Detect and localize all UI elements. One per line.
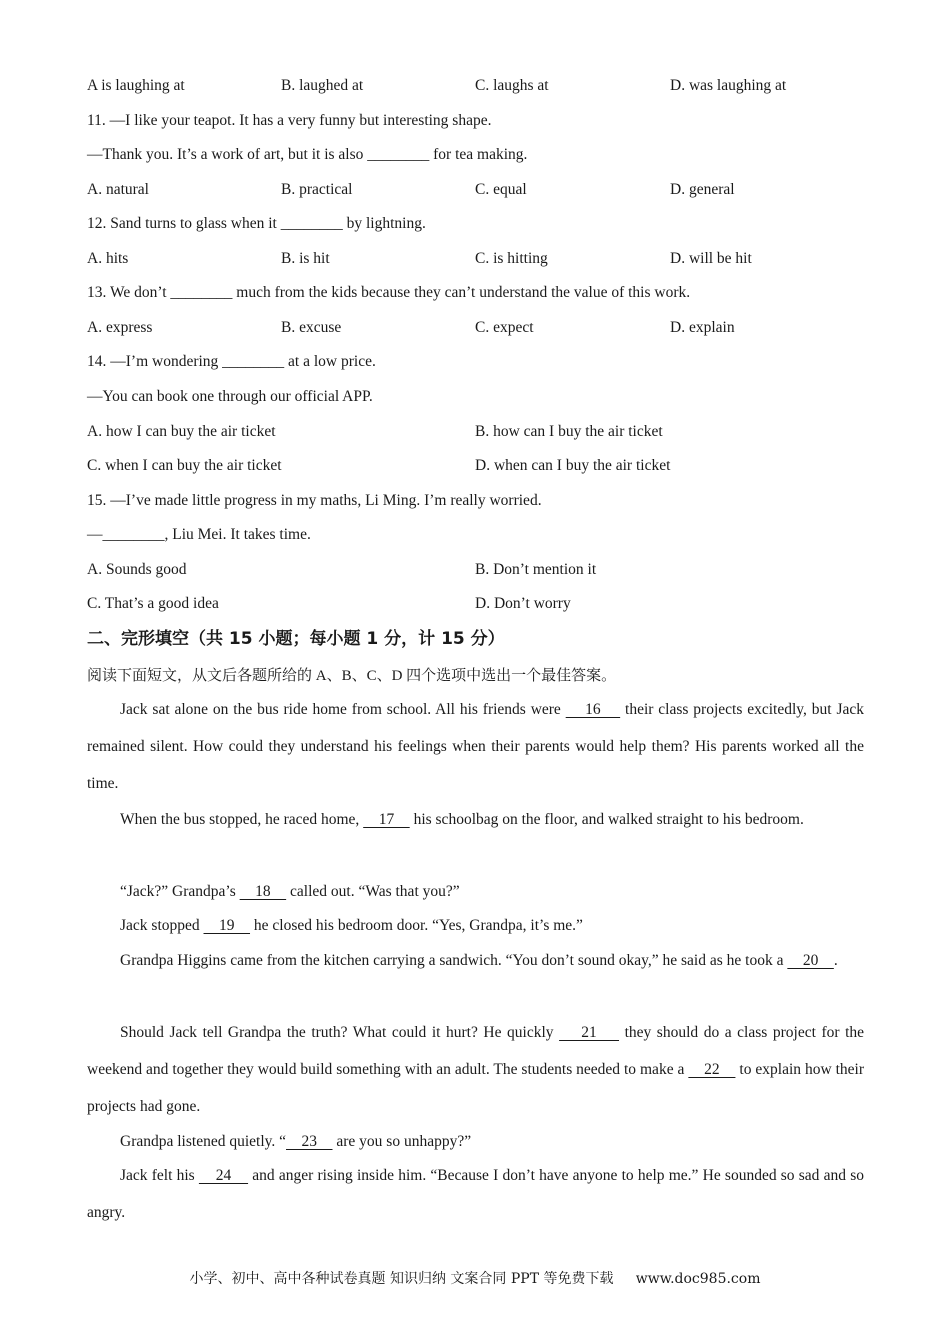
blank-24: 24 (198, 1167, 249, 1184)
blank-23: 23 (286, 1133, 333, 1150)
section-instruction: 阅读下面短文，从文后各题所给的 A、B、C、D 四个选项中选出一个最佳答案。 (87, 668, 617, 684)
q13-prompt: 13. We don’t ________ much from the kids because they can’t understand the value of this work. (87, 284, 691, 301)
q13-option-d: D. explain (670, 319, 735, 336)
q11-option-a: A. natural (87, 181, 149, 198)
q14-prompt: 14. —I’m wondering ________ at a low price. (87, 353, 376, 370)
passage-paragraph-6: Should Jack tell Grandpa the truth? What could it hurt? He quickly 21 they should do a class project for the weekend and together they would build something with an adult. The students needed to make a 22 to explain how their projects had gone. (87, 1024, 865, 1115)
q15-prompt: 15. —I’ve made little progress in my maths, Li Ming. I’m really worried. (87, 492, 542, 509)
blank-21: 21 (559, 1024, 620, 1041)
q12-option-d: D. will be hit (670, 250, 752, 267)
q12-option-a: A. hits (87, 250, 129, 267)
q15-response: —________, Liu Mei. It takes time. (87, 526, 311, 543)
passage-paragraph-7: Grandpa listened quietly. “ 23 are you so unhappy?” (120, 1133, 472, 1150)
q12-prompt: 12. Sand turns to glass when it ________ by lightning. (87, 215, 426, 232)
q15-option-b: B. Don’t mention it (475, 561, 597, 578)
passage-paragraph-1: Jack sat alone on the bus ride home from school. All his friends were 16 their class projects excitedly, but Jack remained silent. How could they understand his feelings when their parents would help them? His parents worked all the time. (87, 701, 865, 792)
q14-option-b: B. how can I buy the air ticket (475, 423, 663, 440)
q12-option-b: B. is hit (281, 250, 330, 267)
blank-19: 19 (203, 917, 251, 934)
blank-17: 17 (363, 811, 410, 828)
passage-paragraph-3: “Jack?” Grandpa’s 18 called out. “Was that you?” (120, 883, 460, 900)
q14-option-d: D. when can I buy the air ticket (475, 457, 671, 474)
q13-option-b: B. excuse (281, 319, 342, 336)
q15-option-c: C. That’s a good idea (87, 595, 219, 612)
footer-text: 小学、初中、高中各种试卷真题 知识归纳 文案合同 PPT 等免费下载 (189, 1271, 614, 1287)
q15-option-a: A. Sounds good (87, 561, 187, 578)
blank-22: 22 (688, 1061, 736, 1078)
q10-option-d: D. was laughing at (670, 77, 787, 94)
page-footer (0, 1270, 950, 1288)
blank-18: 18 (239, 883, 287, 900)
q15-option-d: D. Don’t worry (475, 595, 571, 612)
section-heading: 二、完形填空（共 15 小题；每小题 1 分，计 15 分） (87, 629, 505, 649)
q11-option-d: D. general (670, 181, 735, 198)
q14-response: —You can book one through our official APP. (87, 388, 373, 405)
q14-option-c: C. when I can buy the air ticket (87, 457, 282, 474)
q14-option-a: A. how I can buy the air ticket (87, 423, 276, 440)
q10-option-b: B. laughed at (281, 77, 364, 94)
blank-20: 20 (787, 952, 834, 969)
blank-16: 16 (565, 701, 621, 718)
passage-paragraph-4: Jack stopped 19 he closed his bedroom door. “Yes, Grandpa, it’s me.” (120, 917, 583, 934)
q10-option-c: C. laughs at (475, 77, 549, 94)
passage-paragraph-2: When the bus stopped, he raced home, 17 his schoolbag on the floor, and walked straight to his bedroom. (120, 811, 804, 828)
q11-prompt: 11. —I like your teapot. It has a very funny but interesting shape. (87, 112, 492, 129)
q13-option-c: C. expect (475, 319, 534, 336)
passage-paragraph-5: Grandpa Higgins came from the kitchen carrying a sandwich. “You don’t sound okay,” he said as he took a 20 . (120, 952, 838, 969)
q12-option-c: C. is hitting (475, 250, 548, 267)
footer-link[interactable]: www.doc985.com (635, 1271, 761, 1287)
q11-response: —Thank you. It’s a work of art, but it is also ________ for tea making. (87, 146, 528, 163)
q11-option-c: C. equal (475, 181, 527, 198)
q11-option-b: B. practical (281, 181, 353, 198)
passage-paragraph-8: Jack felt his 24 and anger rising inside him. “Because I don’t have anyone to help me.” He sounded so sad and so angry. (87, 1167, 865, 1221)
q10-option-a: A is laughing at (87, 77, 185, 94)
q13-option-a: A. express (87, 319, 153, 336)
